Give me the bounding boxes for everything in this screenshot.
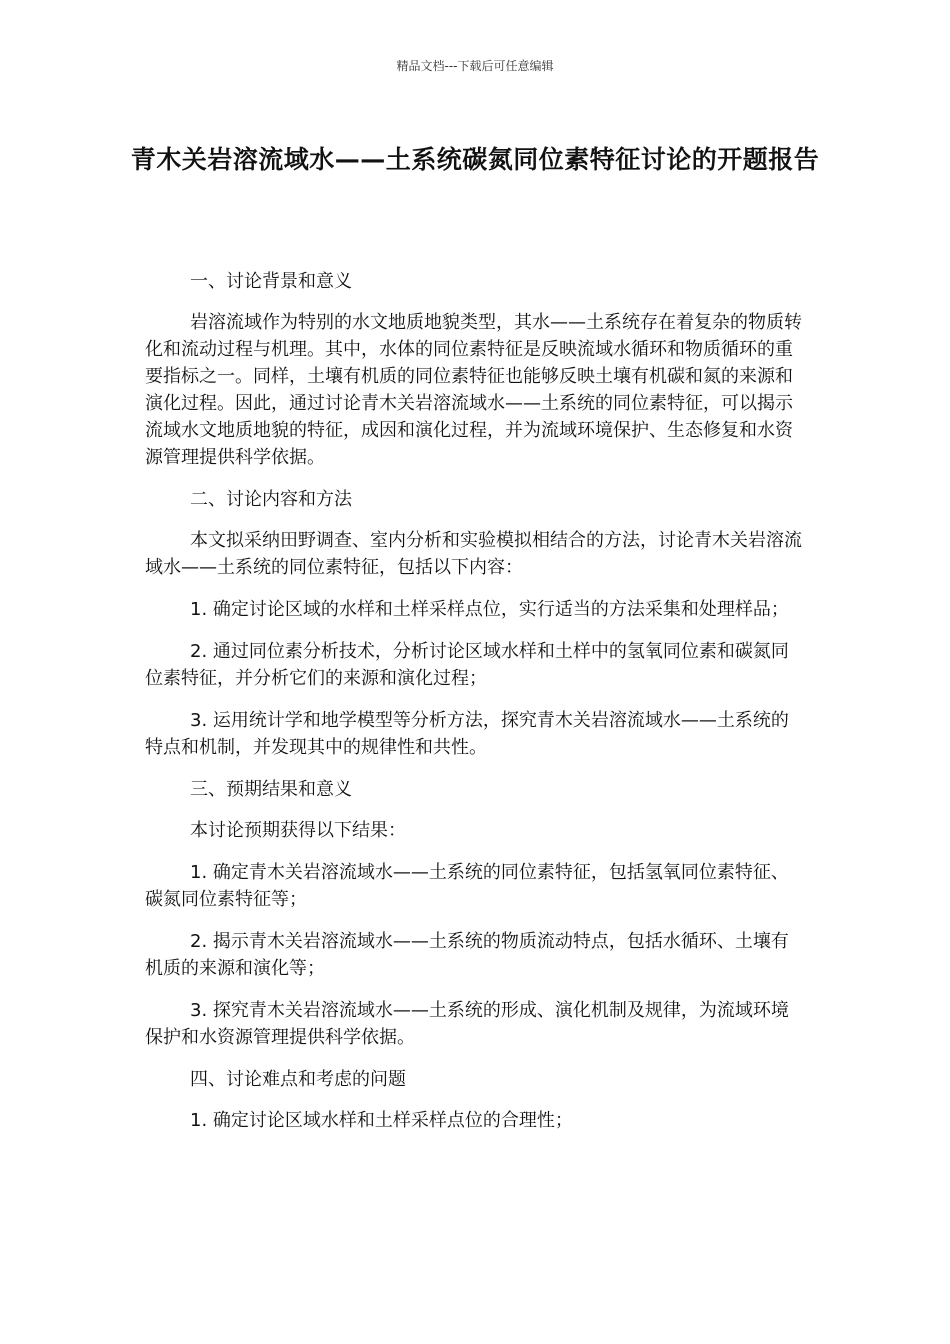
- list-item-results-3: 3. 探究青木关岩溶流域水——土系统的形成、演化机制及规律，为流域环境保护和水资源管理提供科学依据。: [145, 1000, 789, 1048]
- list-item-results-1: 1. 确定青木关岩溶流域水——土系统的同位素特征，包括氢氧同位素特征、碳氮同位素特征等；: [145, 862, 789, 910]
- list-item-methods-2: 2. 通过同位素分析技术，分析讨论区域水样和土样中的氢氧同位素和碳氮同位素特征，并分析它们的来源和演化过程；: [145, 641, 789, 689]
- section-heading-background: 一、讨论背景和意义: [190, 271, 352, 292]
- document-body: [145, 268, 805, 1149]
- paragraph-results-intro: 本讨论预期获得以下结果：: [190, 820, 406, 841]
- paragraph-methods-intro: 本文拟采纳田野调查、室内分析和实验模拟相结合的方法，讨论青木关岩溶流域水——土系统的同位素特征，包括以下内容：: [145, 530, 802, 578]
- section-heading-expected-results: 三、预期结果和意义: [190, 779, 352, 800]
- list-item-results-2: 2. 揭示青木关岩溶流域水——土系统的物质流动特点，包括水循环、土壤有机质的来源和演化等；: [145, 931, 789, 979]
- list-item-methods-1: 1. 确定讨论区域的水样和土样采样点位，实行适当的方法采集和处理样品；: [190, 599, 789, 620]
- list-item-methods-3: 3. 运用统计学和地学模型等分析方法，探究青木关岩溶流域水——土系统的特点和机制，并发现其中的规律性和共性。: [145, 710, 789, 758]
- list-item-difficulties-1: 1. 确定讨论区域水样和土样采样点位的合理性；: [190, 1110, 573, 1131]
- document-title: 青木关岩溶流域水——土系统碳氮同位素特征讨论的开题报告: [130, 145, 820, 174]
- page-header: 精品文档---下载后可任意编辑: [396, 59, 554, 73]
- section-heading-difficulties: 四、讨论难点和考虑的问题: [190, 1069, 406, 1090]
- section-heading-content-methods: 二、讨论内容和方法: [190, 489, 352, 510]
- paragraph-background: 岩溶流域作为特别的水文地质地貌类型，其水——土系统存在着复杂的物质转化和流动过程与机理。其中，水体的同位素特征是反映流域水循环和物质循环的重要指标之一。同样，土壤有机质的同位素特征也能够反映土壤有机碳和氮的来源和演化过程。因此，通过讨论青木关岩溶流域水——土系统的同位素特征，可以揭示流域水文地质地貌的特征，成因和演化过程，并为流域环境保护、生态修复和水资源管理提供科学依据。: [145, 312, 802, 468]
